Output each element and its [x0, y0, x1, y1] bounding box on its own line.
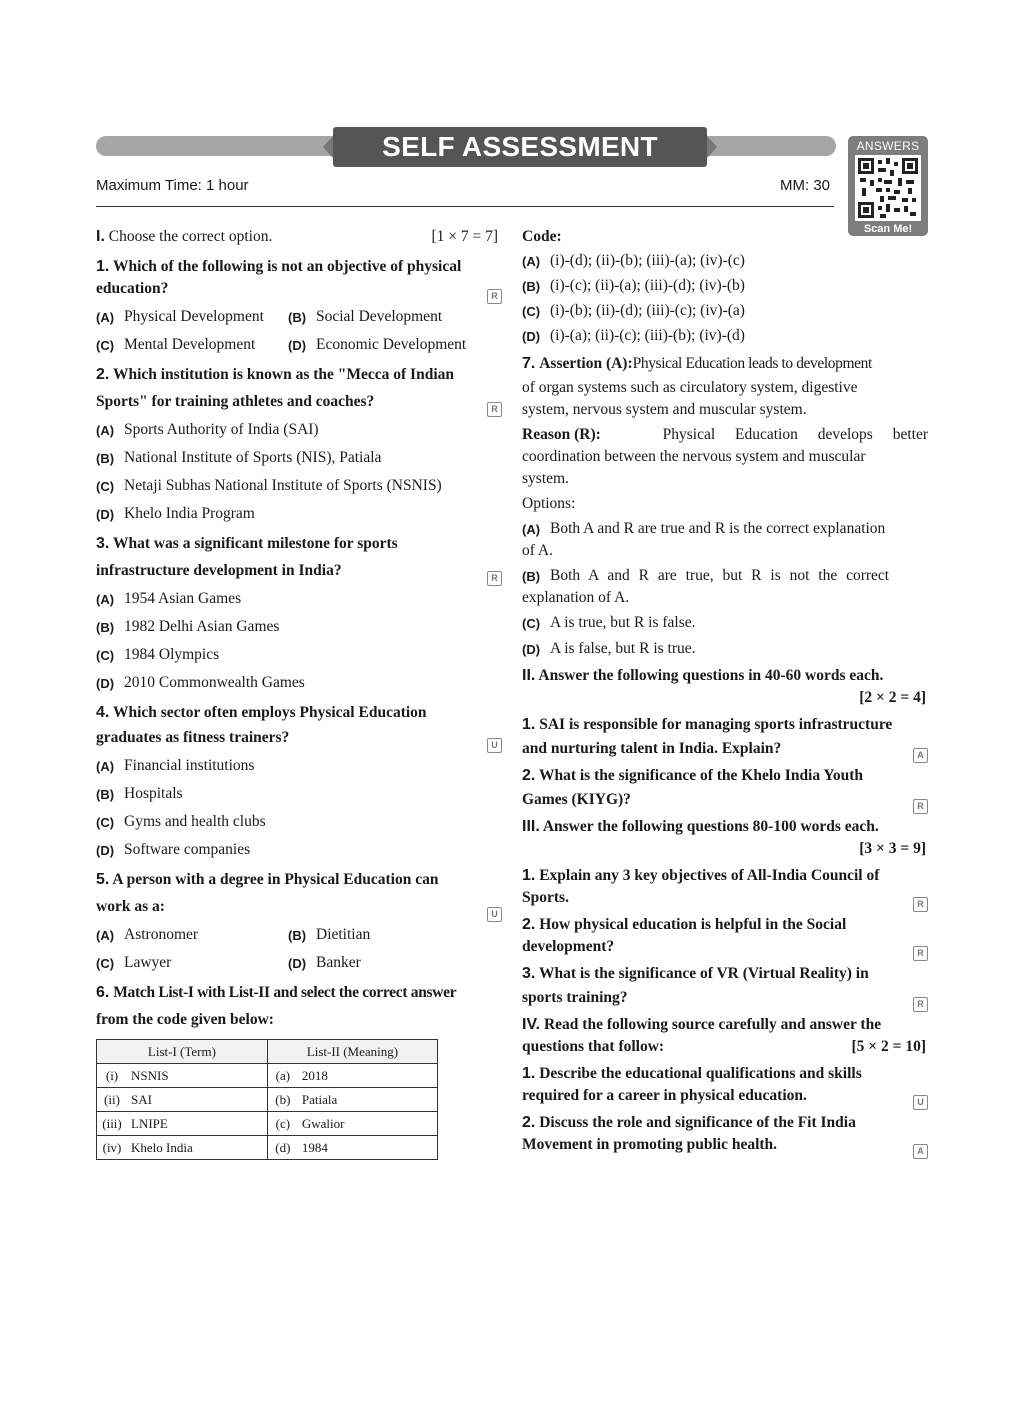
- option-label: (D): [288, 338, 307, 353]
- section-2-number: II.: [522, 667, 536, 684]
- reason-text: system.: [522, 470, 569, 487]
- table-cell: LNIPE: [127, 1112, 267, 1136]
- question-text: Explain any 3 key objectives of All-India Council of: [539, 867, 880, 884]
- max-time: Maximum Time: 1 hour: [96, 177, 249, 194]
- question-text: Which sector often employs Physical Education: [112, 704, 427, 721]
- question-text: development?: [522, 938, 615, 955]
- section-3: [522, 816, 928, 1014]
- section-4: [522, 1014, 928, 1161]
- option-label: (D): [288, 956, 307, 971]
- right-column: [522, 226, 928, 1161]
- option-text: 1954 Asian Games: [124, 590, 242, 607]
- apply-tag-icon: A: [913, 748, 928, 763]
- option-label: (C): [96, 815, 115, 830]
- section-4-instruction: Read the following source carefully and answer the: [543, 1016, 882, 1033]
- option-text: Social Development: [316, 308, 443, 325]
- option-label: (D): [96, 676, 115, 691]
- option-label: (C): [96, 338, 115, 353]
- question-number: 1.: [522, 716, 536, 733]
- option-label: (C): [96, 956, 115, 971]
- option-text: 1982 Delhi Asian Games: [124, 618, 280, 635]
- apply-tag-icon: A: [913, 1144, 928, 1159]
- question-text: Which of the following is not an objective of physical: [112, 258, 462, 275]
- assertion-text: of organ systems such as circulatory system, digestive: [522, 379, 858, 396]
- option-text: (i)-(b); (ii)-(d); (iii)-(c); (iv)-(a): [550, 302, 745, 319]
- option-text: (i)-(d); (ii)-(b); (iii)-(a); (iv)-(c): [550, 252, 745, 269]
- option-label: (C): [96, 648, 115, 663]
- question-number: 1.: [522, 867, 536, 884]
- question-5: [96, 869, 502, 982]
- option-text: Khelo India Program: [124, 505, 255, 522]
- question-6: [96, 982, 502, 1160]
- option-text: Dietitian: [316, 926, 371, 943]
- question-text: Movement in promoting public health.: [522, 1136, 778, 1153]
- option-text: Sports Authority of India (SAI): [124, 421, 319, 438]
- table-row: [97, 1088, 438, 1112]
- section-1-number: I.: [96, 228, 105, 245]
- question-text: What was a significant milestone for sports: [112, 535, 398, 552]
- question-number: 3.: [522, 965, 536, 982]
- option-label: (B): [522, 569, 541, 584]
- answers-qr-card[interactable]: [848, 136, 928, 236]
- option-text: A is false, but R is true.: [550, 640, 696, 657]
- option-label: (A): [96, 592, 115, 607]
- option-label: (D): [96, 843, 115, 858]
- table-cell: (i): [97, 1064, 128, 1088]
- table-header: List-I (Term): [97, 1040, 268, 1064]
- section-2-instruction: Answer the following questions in 40-60 words each.: [538, 667, 884, 684]
- option-label: (C): [522, 304, 541, 319]
- qr-label-scan: Scan Me!: [863, 223, 913, 235]
- question-text: graduates as fitness trainers?: [96, 729, 290, 746]
- section-3-number: III.: [522, 818, 540, 835]
- max-marks: MM: 30: [780, 177, 831, 194]
- header-divider: [96, 206, 834, 207]
- qr-code-icon[interactable]: [855, 155, 921, 221]
- option-text: Lawyer: [124, 954, 172, 971]
- question-text: Which institution is known as the "Mecca of Indian: [112, 366, 454, 383]
- question-2: [96, 364, 502, 533]
- question-text: infrastructure development in India?: [96, 562, 342, 579]
- section-2-marks: [2 × 2 = 4]: [859, 689, 926, 706]
- understand-tag-icon: U: [913, 1095, 928, 1110]
- section-2: [522, 665, 928, 816]
- remember-tag-icon: R: [913, 946, 928, 961]
- option-text: of A.: [522, 542, 553, 559]
- option-text: Economic Development: [316, 336, 467, 353]
- section-3-instruction: Answer the following questions 80-100 words each.: [542, 818, 879, 835]
- option-text: Software companies: [124, 841, 251, 858]
- table-cell: (ii): [97, 1088, 128, 1112]
- question-1: [96, 256, 502, 364]
- question-text: Discuss the role and significance of the Fit India: [539, 1114, 856, 1131]
- table-cell: SAI: [127, 1088, 267, 1112]
- table-cell: (d): [267, 1136, 298, 1160]
- question-number: 2.: [522, 767, 536, 784]
- section-4-instruction: questions that follow:: [522, 1038, 665, 1055]
- remember-tag-icon: R: [913, 799, 928, 814]
- table-cell: NSNIS: [127, 1064, 267, 1088]
- table-cell: (b): [267, 1088, 298, 1112]
- section-4-marks: [5 × 2 = 10]: [851, 1038, 926, 1055]
- question-number: 6.: [96, 984, 110, 1001]
- option-text: Both A and R are true and R is the correct explanation: [550, 520, 886, 537]
- option-label: (B): [288, 928, 307, 943]
- option-label: (B): [522, 279, 541, 294]
- option-label: (C): [96, 479, 115, 494]
- question-number: 1.: [522, 1065, 536, 1082]
- page-title: SELF ASSESSMENT PAPER-1: [333, 127, 707, 167]
- table-cell: (iv): [97, 1136, 128, 1160]
- section-1-instruction: Choose the correct option.: [108, 228, 273, 245]
- question-number: 1.: [96, 258, 110, 275]
- understand-tag-icon: U: [487, 907, 502, 922]
- option-label: (B): [96, 620, 115, 635]
- table-cell: (c): [267, 1112, 298, 1136]
- question-text: What is the significance of VR (Virtual Reality) in: [538, 965, 869, 982]
- option-label: (A): [96, 759, 115, 774]
- option-text: explanation of A.: [522, 589, 630, 606]
- reason-text: Physical Education develops better: [662, 426, 928, 443]
- option-label: (B): [96, 787, 115, 802]
- option-text: A is true, but R is false.: [550, 614, 696, 631]
- question-text: Sports.: [522, 889, 569, 906]
- question-3: [96, 533, 502, 702]
- question-number: 7.: [522, 355, 536, 372]
- option-text: Netaji Subhas National Institute of Sports (NSNIS): [124, 477, 442, 494]
- option-label: (A): [522, 254, 541, 269]
- option-text: (i)-(a); (ii)-(c); (iii)-(b); (iv)-(d): [550, 327, 745, 344]
- question-text: Describe the educational qualifications and skills: [539, 1065, 862, 1082]
- question-text: sports training?: [522, 989, 628, 1006]
- question-4: [96, 702, 502, 869]
- question-text: Match List-I with List-II and select the correct answer: [113, 984, 457, 1001]
- qr-label-answers: ANSWERS: [856, 139, 920, 153]
- option-text: National Institute of Sports (NIS), Patiala: [124, 449, 382, 466]
- match-table: [96, 1039, 438, 1160]
- question-text: Sports" for training athletes and coaches?: [96, 393, 375, 410]
- option-text: 2010 Commonwealth Games: [124, 674, 305, 691]
- section-1-marks: [1 × 7 = 7]: [431, 228, 498, 245]
- section-1-header: [96, 226, 502, 252]
- option-text: Physical Development: [124, 308, 264, 325]
- table-row: [97, 1136, 438, 1160]
- option-label: (A): [96, 310, 115, 325]
- remember-tag-icon: R: [913, 897, 928, 912]
- assertion-text: Physical Education leads to development: [632, 355, 872, 372]
- section-4-number: IV.: [522, 1016, 541, 1033]
- question-text: What is the significance of the Khelo India Youth: [538, 767, 864, 784]
- option-text: Banker: [316, 954, 361, 971]
- question-text: How physical education is helpful in the Social: [539, 916, 847, 933]
- option-label: (A): [96, 423, 115, 438]
- question-text: required for a career in physical education.: [522, 1087, 807, 1104]
- table-cell: (iii): [97, 1112, 128, 1136]
- left-column: [96, 226, 502, 1160]
- question-number: 3.: [96, 535, 110, 552]
- assertion-label: Assertion (A):: [539, 355, 633, 372]
- question-text: Games (KIYG)?: [522, 791, 631, 808]
- option-text: Both A and R are true, but R is not the correct: [550, 567, 890, 584]
- option-label: (D): [96, 507, 115, 522]
- question-7: [522, 353, 928, 665]
- question-text: A person with a degree in Physical Education can: [112, 871, 439, 888]
- option-label: (C): [522, 616, 541, 631]
- table-row: [97, 1064, 438, 1088]
- option-text: (i)-(c); (ii)-(a); (iii)-(d); (iv)-(b): [550, 277, 745, 294]
- table-cell: (a): [267, 1064, 298, 1088]
- option-label: (D): [522, 642, 541, 657]
- option-label: (A): [522, 522, 541, 537]
- remember-tag-icon: R: [487, 402, 502, 417]
- option-text: Astronomer: [124, 926, 199, 943]
- option-text: Mental Development: [124, 336, 256, 353]
- table-cell: 2018: [298, 1064, 438, 1088]
- reason-label: Reason (R):: [522, 426, 601, 443]
- option-label: (D): [522, 329, 541, 344]
- question-number: 2.: [522, 1114, 536, 1131]
- table-cell: Patiala: [298, 1088, 438, 1112]
- section-3-marks: [3 × 3 = 9]: [859, 840, 926, 857]
- question-text: work as a:: [96, 898, 165, 915]
- question-number: 4.: [96, 704, 110, 721]
- option-text: Gyms and health clubs: [124, 813, 266, 830]
- options-label: Options:: [522, 495, 576, 512]
- option-label: (B): [96, 451, 115, 466]
- remember-tag-icon: R: [487, 571, 502, 586]
- option-text: Hospitals: [124, 785, 183, 802]
- table-cell: Gwalior: [298, 1112, 438, 1136]
- table-header: List-II (Meaning): [267, 1040, 437, 1064]
- reason-text: coordination between the nervous system and muscular: [522, 448, 866, 465]
- question-text: education?: [96, 280, 169, 297]
- assertion-text: system, nervous system and muscular system.: [522, 401, 807, 418]
- question-text: and nurturing talent in India. Explain?: [522, 740, 782, 757]
- question-text: from the code given below:: [96, 1011, 274, 1028]
- question-text: SAI is responsible for managing sports infrastructure: [539, 716, 893, 733]
- table-cell: 1984: [298, 1136, 438, 1160]
- option-label: (B): [288, 310, 307, 325]
- option-text: Financial institutions: [124, 757, 255, 774]
- remember-tag-icon: R: [487, 289, 502, 304]
- table-cell: Khelo India: [127, 1136, 267, 1160]
- question-number: 2.: [96, 366, 110, 383]
- code-label: Code:: [522, 228, 562, 245]
- option-label: (A): [96, 928, 115, 943]
- remember-tag-icon: R: [913, 997, 928, 1012]
- table-row: [97, 1112, 438, 1136]
- question-number: 2.: [522, 916, 536, 933]
- question-number: 5.: [96, 871, 110, 888]
- understand-tag-icon: U: [487, 738, 502, 753]
- option-text: 1984 Olympics: [124, 646, 220, 663]
